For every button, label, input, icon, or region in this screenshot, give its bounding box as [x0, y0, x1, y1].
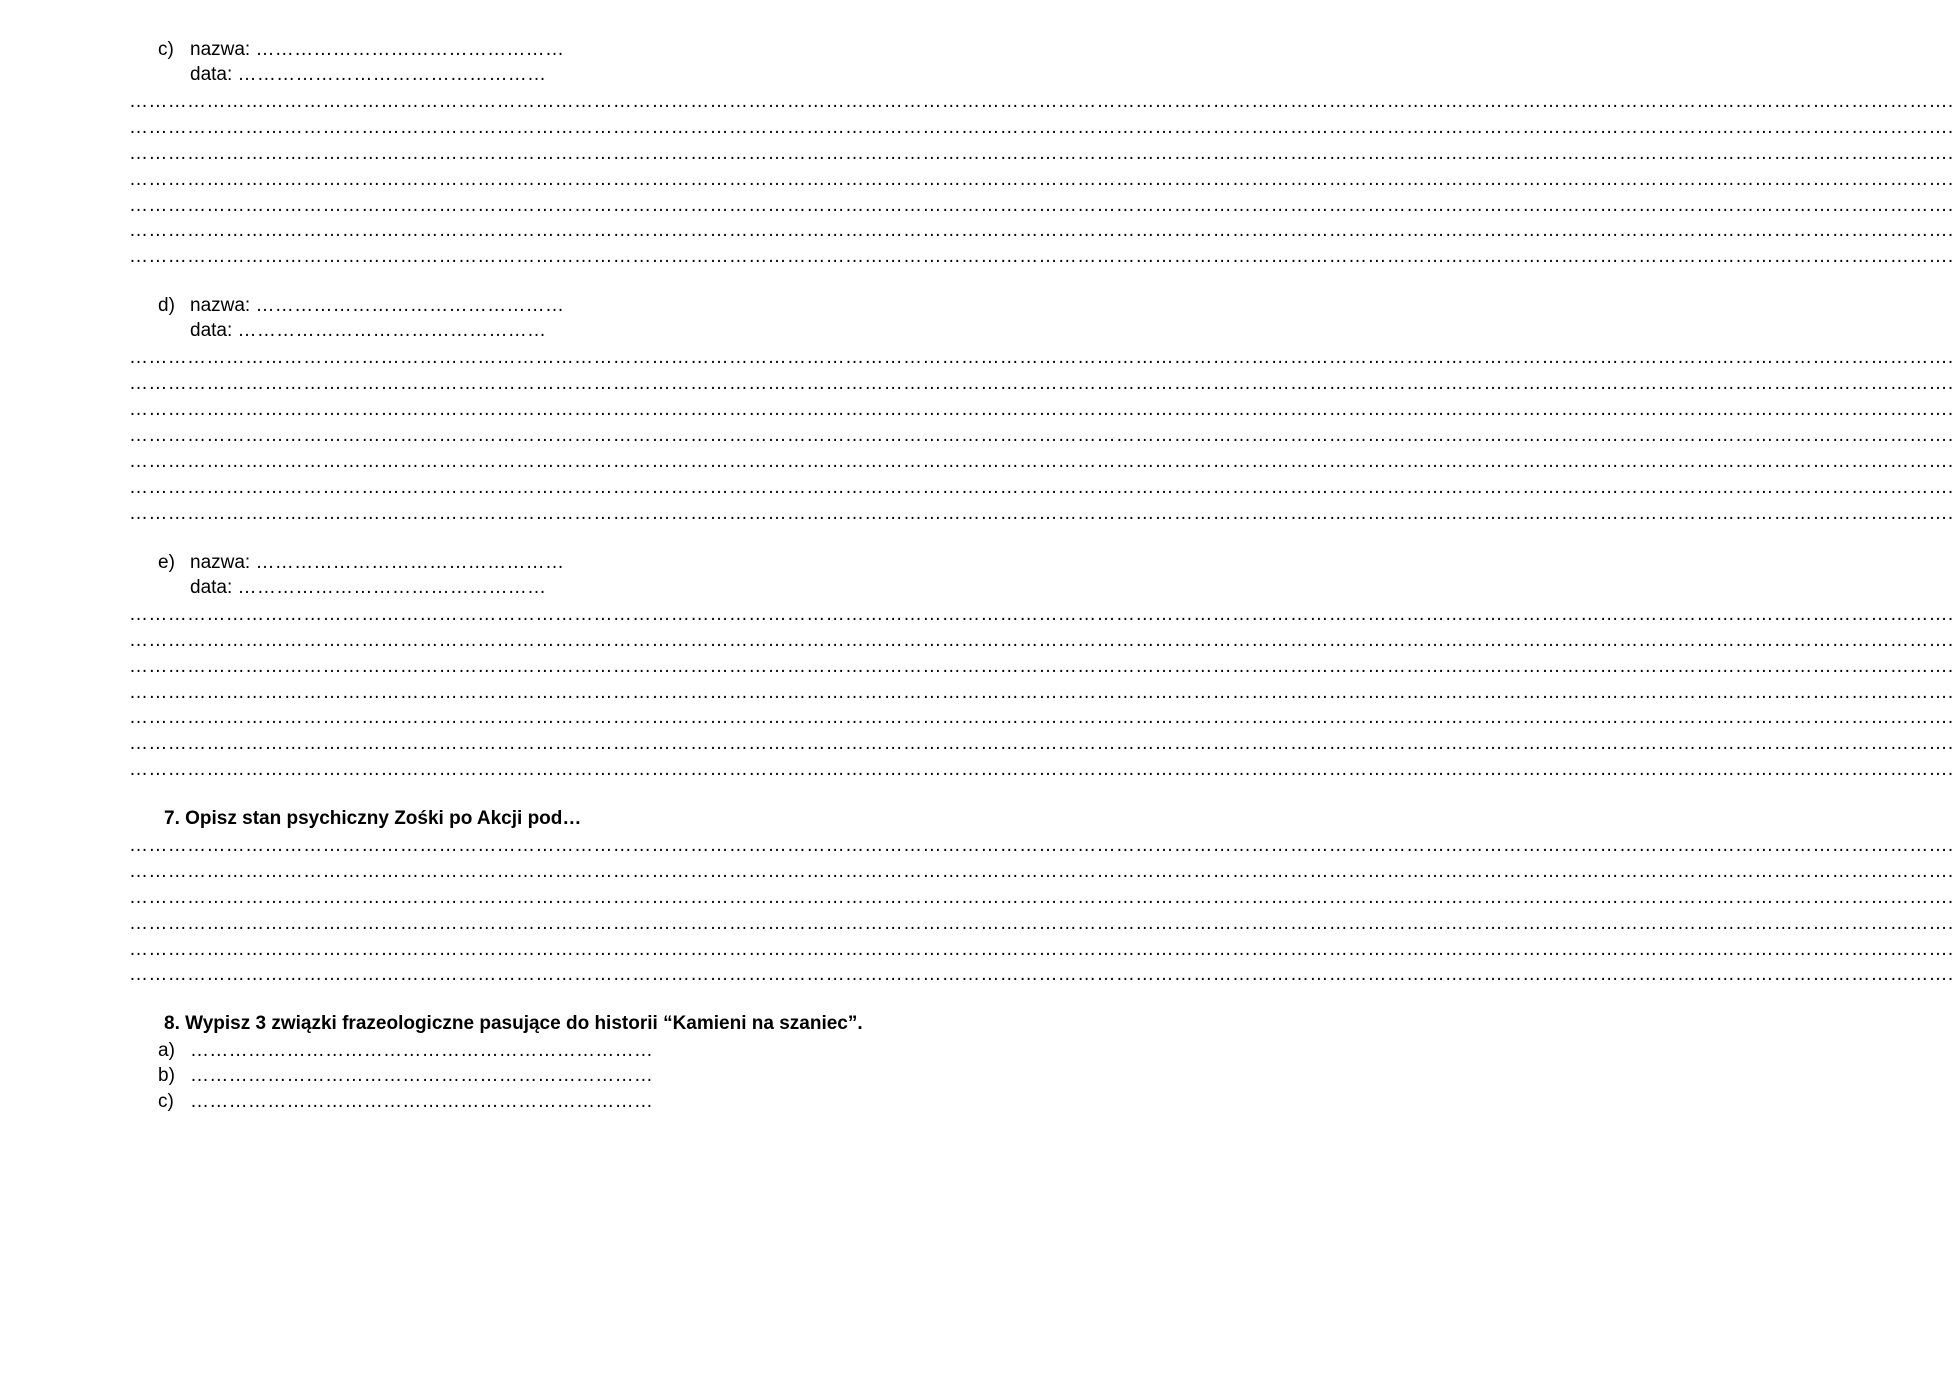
answer-line[interactable]: ………………………………………………………………………………………………………………………………………………………………………………………………………………………………………………………….: [129, 220, 1954, 241]
question-8-item-b: [158, 1065, 653, 1087]
answer-line[interactable]: ………………………………………………………………………………………………………………………………………………………………………………………………………………………………………………………….: [129, 656, 1954, 677]
answer-line[interactable]: ………………………………………………………………………………………………………………………………………………………………………………………………………………………………………………………….: [129, 143, 1954, 164]
answer-line[interactable]: ………………………………………………………………………………………………………………………………………………………………………………………………………………………………………………………….: [129, 477, 1954, 498]
phrase-answer-line[interactable]: ………………………………………………………………: [190, 1091, 654, 1112]
name-answer-line[interactable]: …………………………………………: [255, 39, 565, 60]
name-label: nazwa:: [190, 295, 251, 316]
question-7-title: 7. Opisz stan psychiczny Zośki po Akcji pod…: [164, 808, 582, 829]
entry-d-date-row: [190, 320, 546, 342]
answer-line[interactable]: ………………………………………………………………………………………………………………………………………………………………………………………………………………………………………………………….: [129, 347, 1954, 368]
question-8-title: 8. Wypisz 3 związki frazeologiczne pasujące do historii “Kamieni na szaniec”.: [164, 1013, 863, 1034]
date-answer-line[interactable]: …………………………………………: [237, 577, 547, 598]
date-label: data:: [190, 64, 233, 85]
name-label: nazwa:: [190, 552, 251, 573]
answer-line[interactable]: ………………………………………………………………………………………………………………………………………………………………………………………………………………………………………………………….: [129, 630, 1954, 651]
item-letter: c): [158, 1091, 174, 1112]
date-answer-line[interactable]: …………………………………………: [237, 320, 547, 341]
question-8-item-a: [158, 1040, 653, 1062]
name-answer-line[interactable]: …………………………………………: [255, 552, 565, 573]
answer-line[interactable]: ………………………………………………………………………………………………………………………………………………………………………………………………………………………………………………………….: [129, 451, 1954, 472]
answer-line[interactable]: ………………………………………………………………………………………………………………………………………………………………………………………………………………………………………………………….: [129, 887, 1954, 908]
phrase-answer-line[interactable]: ………………………………………………………………: [190, 1040, 654, 1061]
answer-line[interactable]: ………………………………………………………………………………………………………………………………………………………………………………………………………………………………………………………….: [129, 425, 1954, 446]
answer-line[interactable]: ………………………………………………………………………………………………………………………………………………………………………………………………………………………………………………………….: [129, 399, 1954, 420]
entry-letter: e): [158, 552, 175, 573]
item-letter: a): [158, 1040, 175, 1061]
entry-d-name-row: [158, 295, 564, 317]
answer-line[interactable]: ………………………………………………………………………………………………………………………………………………………………………………………………………………………………………………………….: [129, 503, 1954, 524]
entry-c-date-row: [190, 64, 546, 86]
date-answer-line[interactable]: …………………………………………: [237, 64, 547, 85]
question-8-item-c: [158, 1091, 653, 1113]
name-answer-line[interactable]: …………………………………………: [255, 295, 565, 316]
answer-line[interactable]: ………………………………………………………………………………………………………………………………………………………………………………………………………………………………………………………….: [129, 91, 1954, 112]
answer-line[interactable]: ………………………………………………………………………………………………………………………………………………………………………………………………………………………………………………………….: [129, 964, 1954, 985]
entry-letter: d): [158, 295, 175, 316]
answer-line[interactable]: ………………………………………………………………………………………………………………………………………………………………………………………………………………………………………………………….: [129, 939, 1954, 960]
entry-e-name-row: [158, 552, 564, 574]
answer-line[interactable]: ………………………………………………………………………………………………………………………………………………………………………………………………………………………………………………………….: [129, 707, 1954, 728]
answer-line[interactable]: ………………………………………………………………………………………………………………………………………………………………………………………………………………………………………………………….: [129, 861, 1954, 882]
entry-letter: c): [158, 39, 174, 60]
entry-e-date-row: [190, 577, 546, 599]
answer-line[interactable]: ………………………………………………………………………………………………………………………………………………………………………………………………………………………………………………………….: [129, 604, 1954, 625]
date-label: data:: [190, 320, 233, 341]
name-label: nazwa:: [190, 39, 251, 60]
answer-line[interactable]: ………………………………………………………………………………………………………………………………………………………………………………………………………………………………………………………….: [129, 682, 1954, 703]
answer-line[interactable]: ………………………………………………………………………………………………………………………………………………………………………………………………………………………………………………………….: [129, 117, 1954, 138]
item-letter: b): [158, 1065, 175, 1086]
answer-line[interactable]: ………………………………………………………………………………………………………………………………………………………………………………………………………………………………………………………….: [129, 835, 1954, 856]
entry-c-name-row: [158, 39, 564, 61]
answer-line[interactable]: ………………………………………………………………………………………………………………………………………………………………………………………………………………………………………………………….: [129, 913, 1954, 934]
phrase-answer-line[interactable]: ………………………………………………………………: [190, 1065, 654, 1086]
date-label: data:: [190, 577, 233, 598]
answer-line[interactable]: ………………………………………………………………………………………………………………………………………………………………………………………………………………………………………………………….: [129, 373, 1954, 394]
answer-line[interactable]: ………………………………………………………………………………………………………………………………………………………………………………………………………………………………………………………….: [129, 733, 1954, 754]
answer-line[interactable]: ………………………………………………………………………………………………………………………………………………………………………………………………………………………………………………………….: [129, 759, 1954, 780]
answer-line[interactable]: ………………………………………………………………………………………………………………………………………………………………………………………………………………………………………………………….: [129, 195, 1954, 216]
answer-line[interactable]: ………………………………………………………………………………………………………………………………………………………………………………………………………………………………………………………….: [129, 246, 1954, 267]
answer-line[interactable]: ………………………………………………………………………………………………………………………………………………………………………………………………………………………………………………………….: [129, 169, 1954, 190]
